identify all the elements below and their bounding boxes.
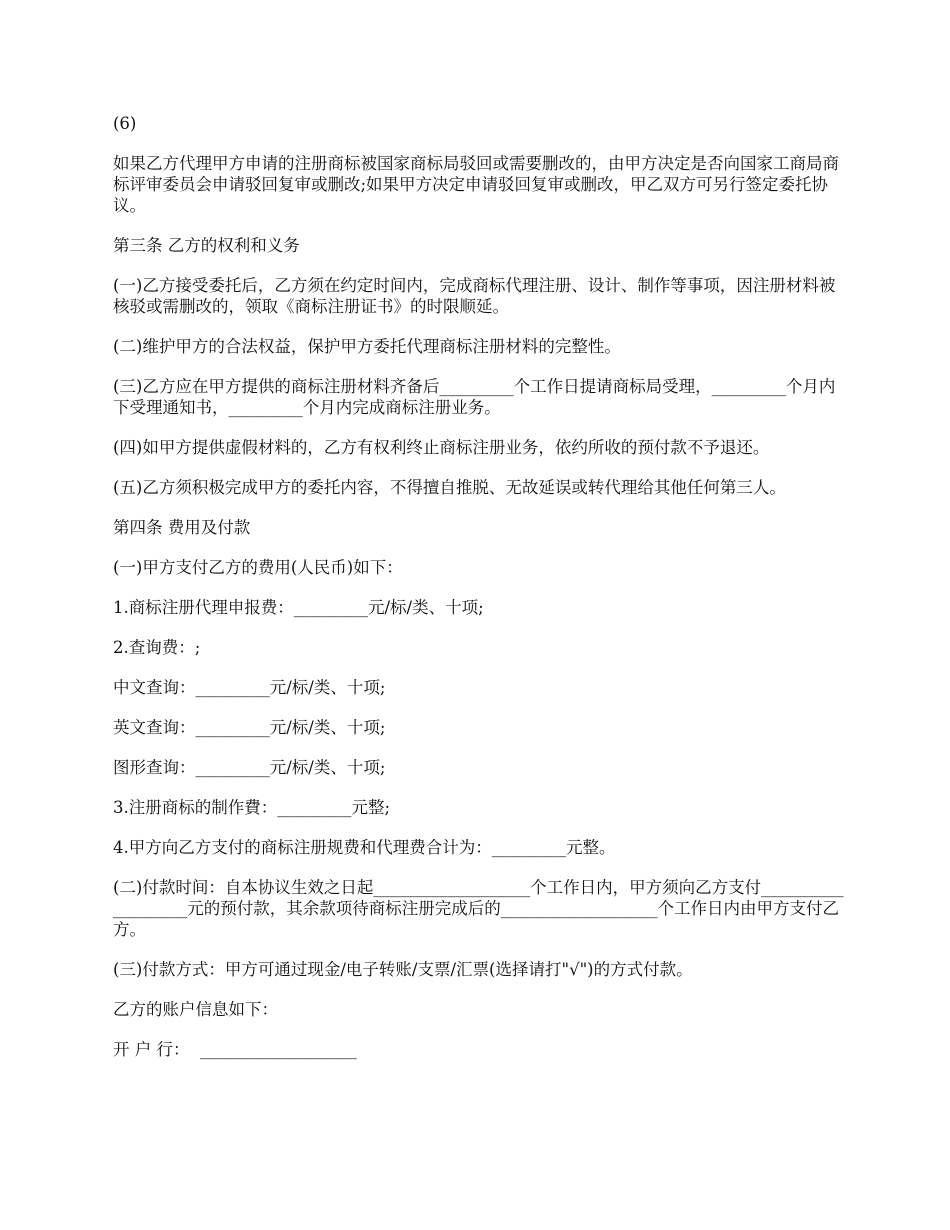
- paragraph-clause-3-2: (二)维护甲方的合法权益，保护甲方委托代理商标注册材料的完整性。: [113, 337, 621, 356]
- fee-item-english-search: 英文查询：_________元/标/类、十项;: [113, 718, 386, 737]
- fee-item-production: 3.注册商标的制作費：_________元整;: [113, 798, 391, 817]
- fee-item-agency: 1.商标注册代理申报费：_________元/标/类、十项;: [113, 598, 484, 617]
- fee-item-search: 2.查询费：;: [113, 638, 201, 657]
- paragraph-bank-field: 开 户 行： ___________________: [113, 1040, 357, 1059]
- heading-article-3: 第三条 乙方的权利和义务: [113, 236, 300, 255]
- paragraph-clause-3-5: (五)乙方须积极完成甲方的委托内容，不得擅自推脱、无故延误或转代理给其他任何第三人。: [113, 478, 786, 497]
- paragraph-section-number: (6): [113, 114, 137, 133]
- paragraph-payment-method: (三)付款方式：甲方可通过现金/电子转账/支票/汇票(选择请打"√")的方式付款。: [113, 960, 693, 979]
- paragraph-clause-3-3: (三)乙方应在甲方提供的商标注册材料齐备后_________个工作日提请商标局受理，_________个月内下受理通知书，_________个月内完成商标注册业务。: [113, 377, 836, 417]
- paragraph-clause-3-1: (一)乙方接受委托后，乙方须在约定时间内，完成商标代理注册、设计、制作等事项，因注册材料被核驳或需删改的，领取《商标注册证书》的时限顺延。: [113, 276, 836, 316]
- fee-item-chinese-search: 中文查询：_________元/标/类、十项;: [113, 678, 386, 697]
- paragraph-account-info: 乙方的账户信息如下：: [113, 1000, 278, 1019]
- paragraph-payment-time: (二)付款时间：自本协议生效之日起___________________个工作日内，甲方须向乙方支付___________________元的预付款，其余款项待商标注册完成后的___________________个工作日内由甲方支付乙方。: [113, 878, 844, 939]
- heading-article-4: 第四条 费用及付款: [113, 518, 251, 537]
- fee-item-graphic-search: 图形查询：_________元/标/类、十项;: [113, 758, 386, 777]
- fee-item-total: 4.甲方向乙方支付的商标注册规费和代理费合计为：_________元整。: [113, 838, 616, 857]
- paragraph-clause-4-1: (一)甲方支付乙方的费用(人民币)如下：: [113, 558, 403, 577]
- paragraph-rejection-review: 如果乙方代理甲方申请的注册商标被国家商标局驳回或需要删改的，由甲方决定是否向国家工商局商标评审委员会申请驳回复审或删改;如果甲方决定申请驳回复审或删改，甲乙双方可另行签定委托协议。: [113, 154, 839, 215]
- paragraph-clause-3-4: (四)如甲方提供虚假材料的，乙方有权利终止商标注册业务，依约所收的预付款不予退还。: [113, 438, 770, 457]
